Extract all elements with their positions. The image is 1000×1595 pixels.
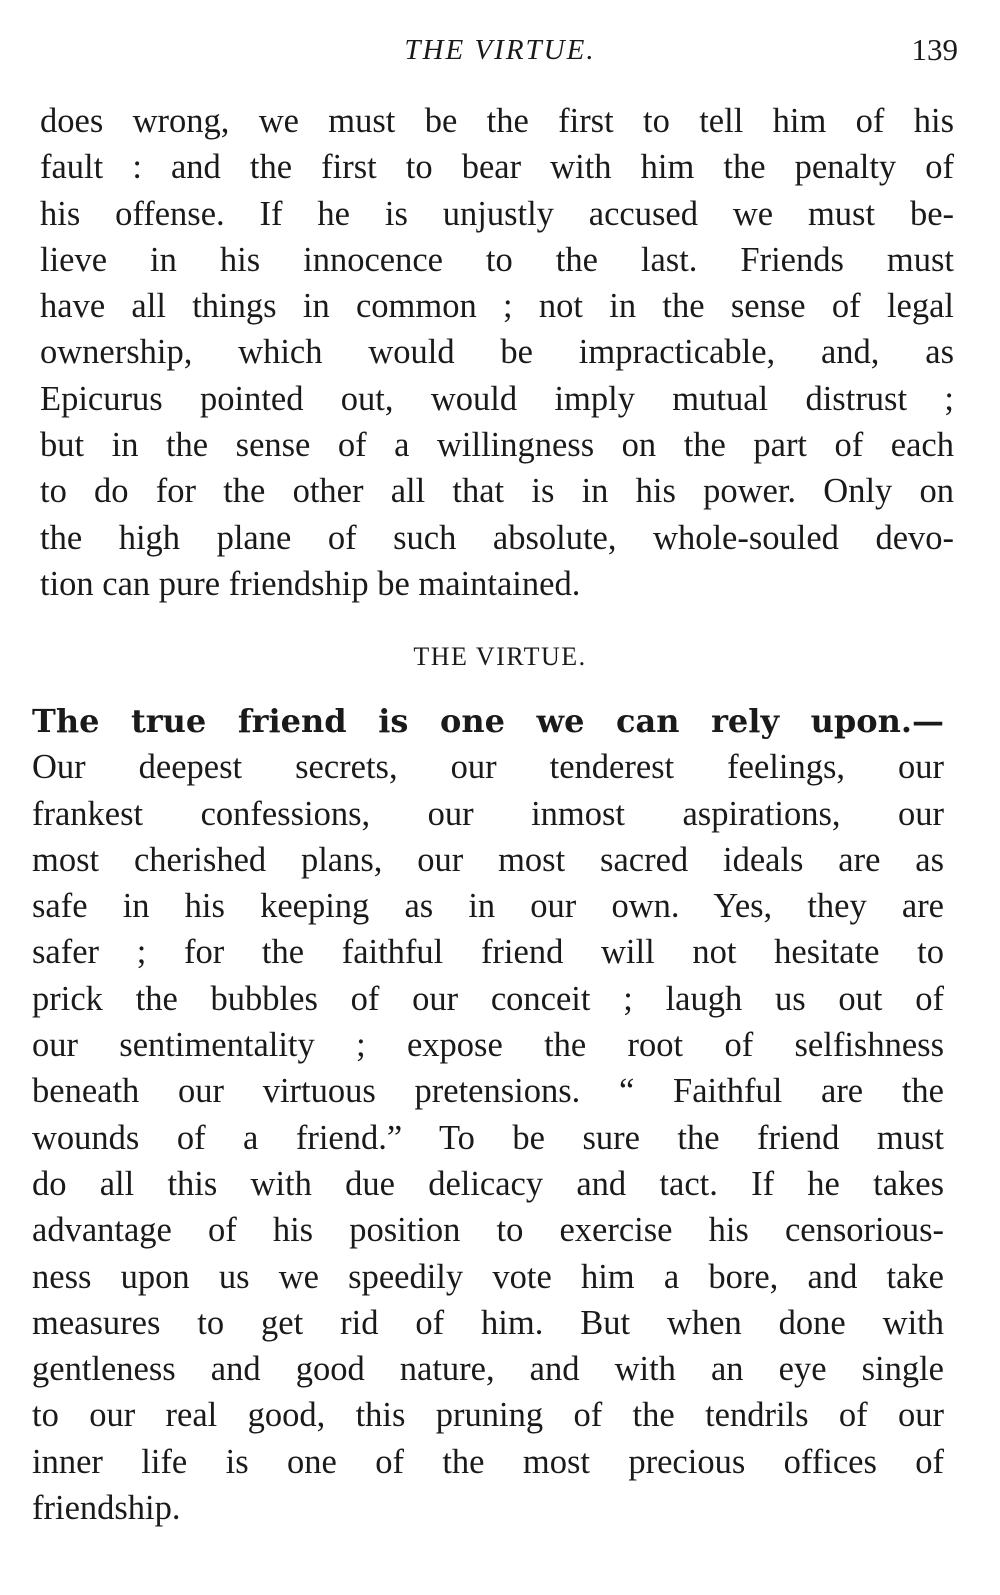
lead-sentence: The true friend is one we can rely upon.— bbox=[32, 702, 944, 740]
paragraph-main bbox=[32, 698, 944, 1531]
section-heading: THE VIRTUE. bbox=[413, 642, 587, 671]
text-line: advantage of his position to exercise his censorious- bbox=[32, 1211, 944, 1250]
text-line: most cherished plans, our most sacred ideals are as bbox=[32, 840, 944, 879]
text-line: prick the bubbles of our conceit ; laugh us out of bbox=[32, 979, 944, 1018]
text-line: have all things in common ; not in the sense of legal bbox=[40, 287, 954, 326]
running-header bbox=[40, 28, 960, 74]
text-line: frankest confessions, our inmost aspirations, our bbox=[32, 794, 944, 833]
text-line: lieve in his innocence to the last. Friends must bbox=[40, 240, 954, 279]
text-line: measures to get rid of him. But when done with bbox=[32, 1303, 944, 1342]
text-line: do all this with due delicacy and tact. If he takes bbox=[32, 1164, 944, 1203]
text-line: wounds of a friend.” To be sure the friend must bbox=[32, 1118, 944, 1157]
running-title: THE VIRTUE. bbox=[404, 34, 596, 66]
text-line: ownership, which would be impracticable, and, as bbox=[40, 333, 954, 372]
text-line: friendship. bbox=[32, 1489, 181, 1528]
text-line: safe in his keeping as in our own. Yes, they are bbox=[32, 887, 944, 926]
text-line: inner life is one of the most precious offices of bbox=[32, 1442, 944, 1481]
text-line: Our deepest secrets, our tenderest feelings, our bbox=[32, 748, 944, 787]
text-line: the high plane of such absolute, whole-souled devo- bbox=[40, 518, 954, 557]
paragraph-continued bbox=[40, 98, 954, 607]
text-line: our sentimentality ; expose the root of selfishness bbox=[32, 1026, 944, 1065]
text-line: beneath our virtuous pretensions. “ Faithful are the bbox=[32, 1072, 944, 1111]
text-line: his offense. If he is unjustly accused we must be- bbox=[40, 194, 954, 233]
text-line: tion can pure friendship be maintained. bbox=[40, 564, 581, 603]
page-number: 139 bbox=[911, 32, 958, 67]
text-line: to do for the other all that is in his power. Only on bbox=[40, 472, 954, 511]
text-line: gentleness and good nature, and with an eye single bbox=[32, 1350, 944, 1389]
text-line: fault : and the first to bear with him the penalty of bbox=[40, 148, 954, 187]
text-line: ness upon us we speedily vote him a bore, and take bbox=[32, 1257, 944, 1296]
text-line: safer ; for the faithful friend will not hesitate to bbox=[32, 933, 944, 972]
text-line: does wrong, we must be the first to tell him of his bbox=[40, 102, 954, 140]
text-line: to our real good, this pruning of the tendrils of our bbox=[32, 1396, 944, 1435]
text-line: Epicurus pointed out, would imply mutual distrust ; bbox=[40, 379, 954, 418]
text-line: but in the sense of a willingness on the part of each bbox=[40, 426, 954, 465]
